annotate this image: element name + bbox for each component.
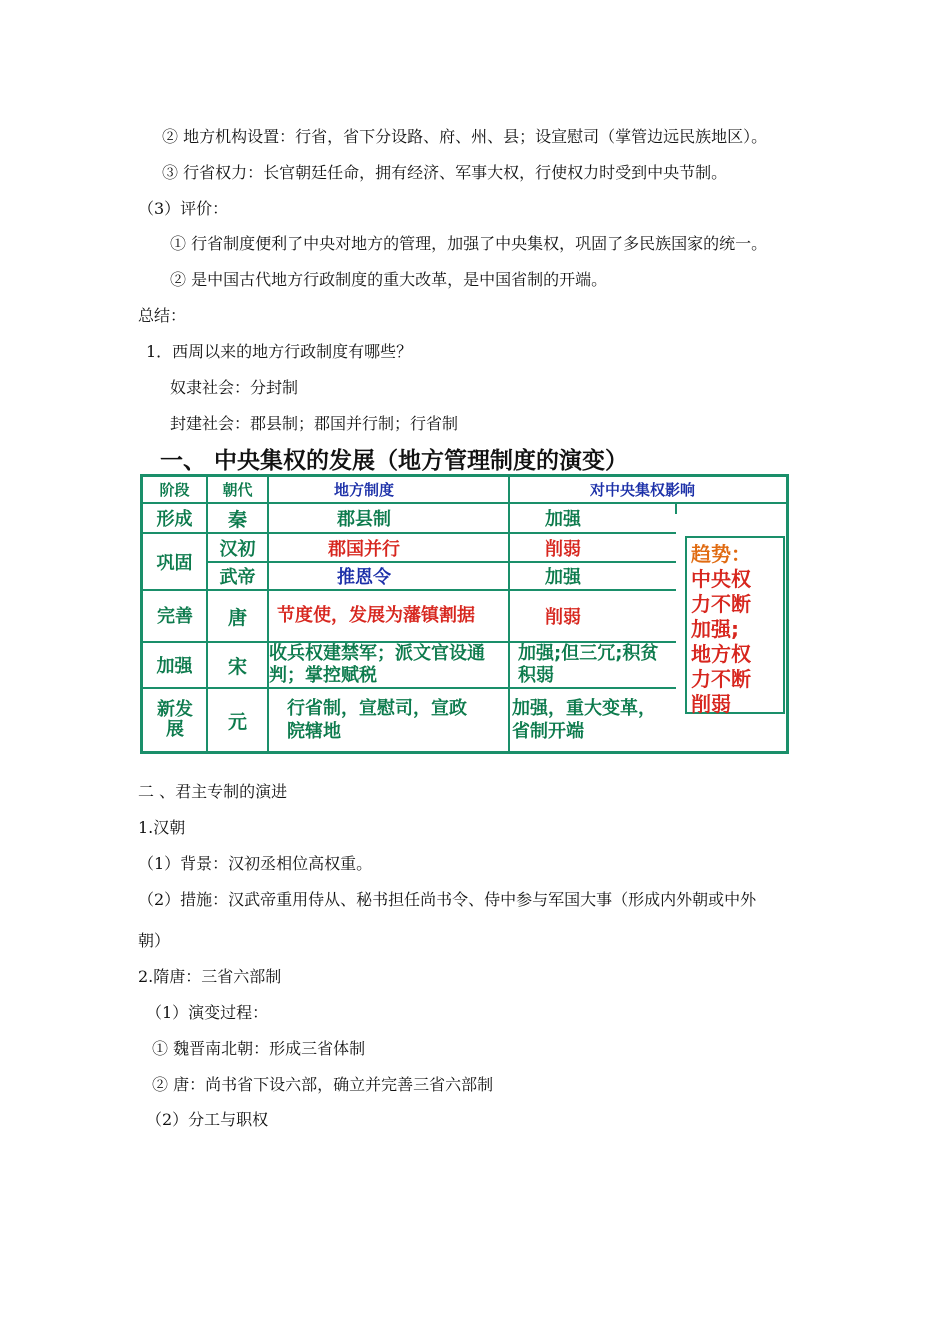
impact-cell: 加强;但三冗;积贫积弱 (518, 643, 659, 686)
text-line: ③ 行省权力：长官朝廷任命，拥有经济、军事大权，行使权力时受到中央节制。 (162, 163, 728, 182)
text-line: 总结： (138, 306, 187, 325)
dynasty-cell: 元 (227, 710, 247, 733)
text-line: ② 地方机构设置：行省，省下分设路、府、州、县；设宣慰司（掌管边远民族地区）。 (162, 127, 768, 146)
text-line: （2）分工与职权 (146, 1110, 269, 1129)
text-line: （1）背景：汉初丞相位高权重。 (138, 854, 373, 873)
impact-cell: 加强 (545, 509, 581, 530)
system-cell: 郡县制 (337, 509, 391, 530)
header-system: 地方制度 (333, 481, 394, 499)
stage-cell: 新发展 (157, 699, 193, 740)
dynasty-cell: 唐 (227, 606, 247, 629)
system-cell: 节度使，发展为藩镇割据 (277, 605, 475, 626)
text-line: 1.汉朝 (138, 818, 186, 837)
trend-line: 加强; (691, 617, 739, 641)
header-stage: 阶段 (159, 481, 190, 499)
trend-line: 地方权 (691, 642, 751, 666)
dynasty-cell: 汉初 (219, 538, 256, 560)
text-line: ① 行省制度便利了中央对地方的管理，加强了中央集权，巩固了多民族国家的统一。 (170, 234, 768, 253)
text-line: 奴隶社会：分封制 (170, 378, 299, 397)
system-cell: 行省制，宣慰司，宣政院辖地 (287, 698, 467, 742)
stage-cell: 巩固 (156, 552, 193, 574)
system-cell: 推恩令 (337, 567, 391, 588)
impact-cell: 削弱 (545, 607, 581, 628)
text-line: （1）演变过程： (146, 1003, 269, 1022)
stage-cell: 加强 (156, 656, 193, 677)
section-heading: 二 、君主专制的演进 (138, 782, 288, 801)
impact-cell: 加强 (545, 567, 581, 588)
text-line: 朝） (138, 931, 171, 950)
text-line: ② 是中国古代地方行政制度的重大改革，是中国省制的开端。 (170, 270, 608, 289)
impact-cell: 加强，重大变革，省制开端 (512, 698, 656, 742)
trend-box (685, 536, 785, 714)
dynasty-cell: 宋 (227, 655, 247, 678)
text-line: （3）评价： (138, 199, 229, 218)
text-line: ② 唐：尚书省下设六部，确立并完善三省六部制 (152, 1075, 494, 1094)
trend-line: 力不断 (691, 592, 751, 616)
trend-line: 中央权 (691, 567, 751, 591)
header-dynasty: 朝代 (222, 481, 253, 499)
stage-cell: 形成 (156, 509, 193, 530)
text-line: 2.隋唐：三省六部制 (138, 967, 282, 986)
dynasty-cell: 武帝 (219, 567, 256, 588)
system-cell: 收兵权建禁军；派文官设通判；掌控赋税 (269, 643, 485, 686)
dynasty-cell: 秦 (227, 508, 247, 531)
text-line: ① 魏晋南北朝：形成三省体制 (152, 1039, 366, 1058)
header-impact: 对中央集权影响 (589, 481, 695, 499)
table-title: 一、 中央集权的发展（地方管理制度的演变） (160, 448, 629, 474)
development-table (140, 474, 789, 754)
text-line: 封建社会：郡县制；郡国并行制；行省制 (170, 414, 459, 433)
trend-label: 趋势： (691, 542, 751, 566)
stage-cell: 完善 (157, 605, 193, 627)
trend-line: 削弱 (691, 692, 731, 716)
trend-line: 力不断 (691, 667, 751, 691)
text-line: （2）措施：汉武帝重用侍从、秘书担任尚书令、侍中参与军国大事（形成内外朝或中外 (138, 890, 757, 909)
text-line: 1．西周以来的地方行政制度有哪些？ (146, 342, 413, 361)
impact-cell: 削弱 (545, 538, 581, 560)
system-cell: 郡国并行 (328, 538, 400, 560)
